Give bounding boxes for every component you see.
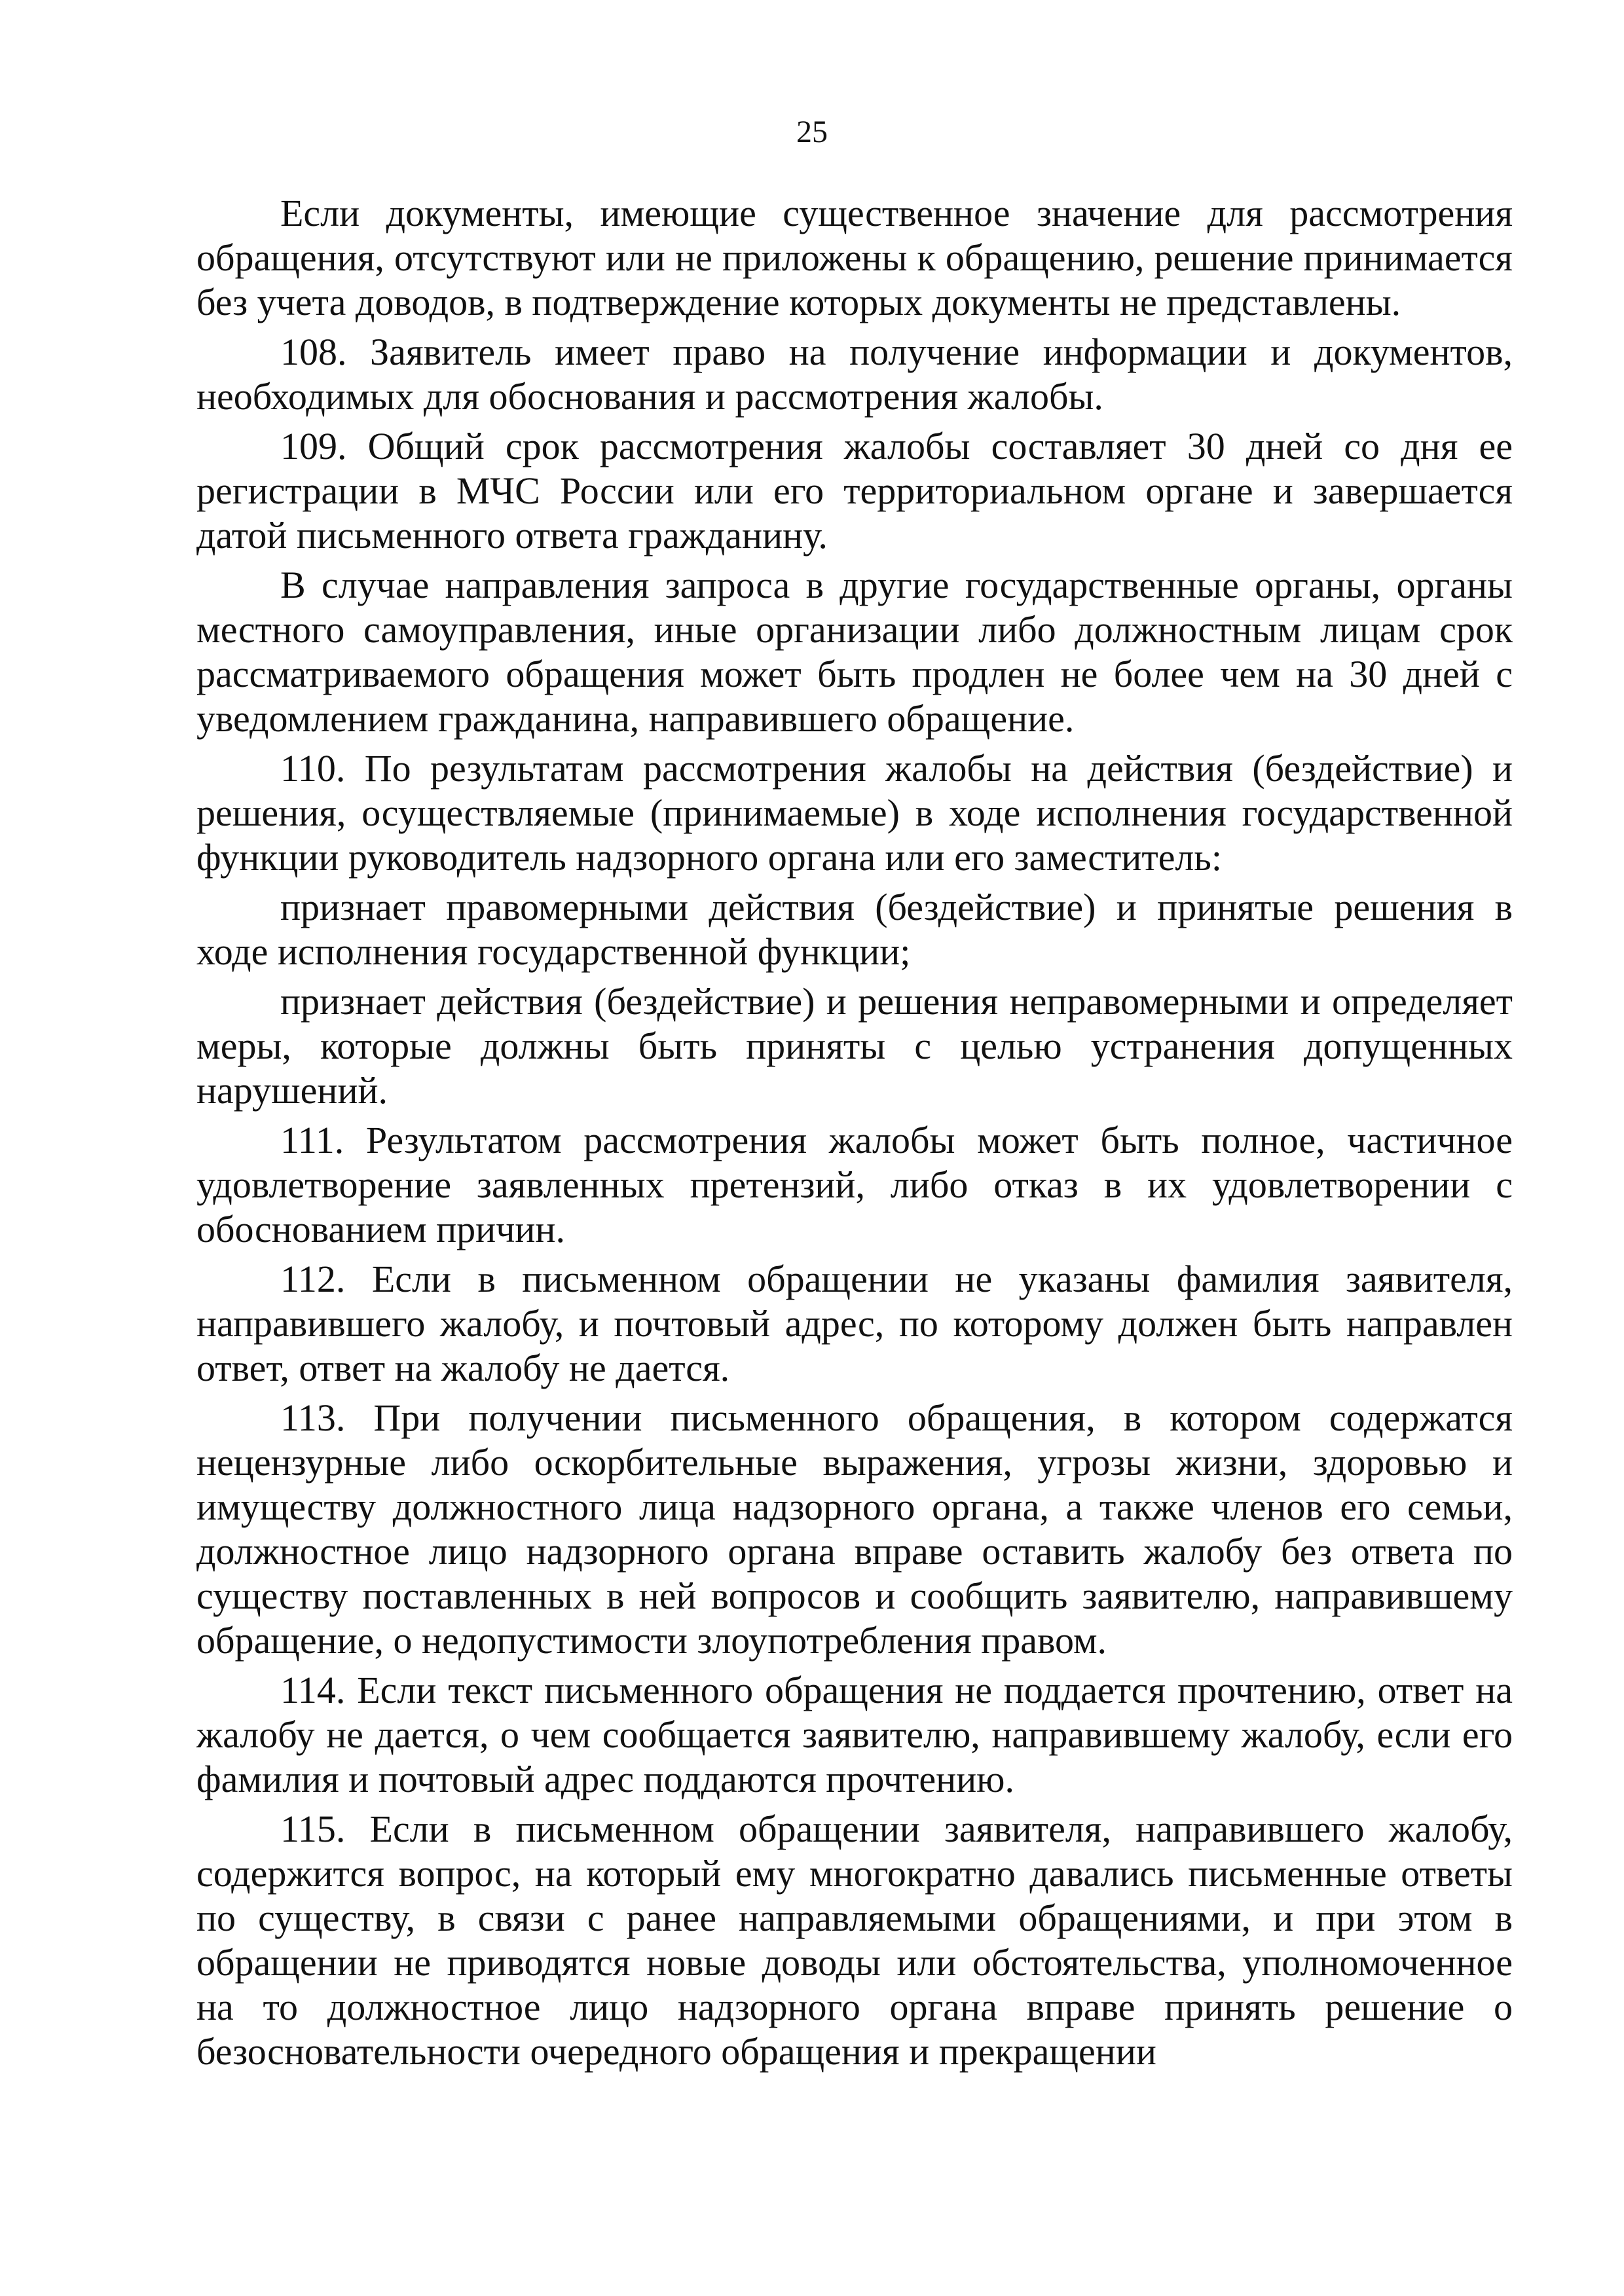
paragraph-110: 110. По результатам рассмотрения жалобы на действия (бездействие) и решения, осуществляемые (принимаемые) в ходе исполнения государственной функции руководитель надзорного органа или его заместитель: <box>196 747 1513 879</box>
paragraph-request-extension: В случае направления запроса в другие государственные органы, органы местного самоуправления, иные организации либо должностным лицам срок рассматриваемого обращения может быть продлен не более чем на 30 дней с уведомлением гражданина, направившего обращение. <box>196 564 1513 740</box>
paragraph-108: 108. Заявитель имеет право на получение информации и документов, необходимых для обоснования и рассмотрения жалобы. <box>196 331 1513 418</box>
paragraph-documents-absent: Если документы, имеющие существенное значение для рассмотрения обращения, отсутствуют или не приложены к обращению, решение принимается без учета доводов, в подтверждение которых документы не представлены. <box>196 192 1513 323</box>
paragraph-113: 113. При получении письменного обращения, в котором содержатся нецензурные либо оскорбительные выражения, угрозы жизни, здоровью и имуществу должностного лица надзорного органа, а также членов его семьи, должностное лицо надзорного органа вправе оставить жалобу без ответа по существу поставленных в ней вопросов и сообщить заявителю, направившему обращение, о недопустимости злоупотребления правом. <box>196 1396 1513 1662</box>
paragraph-111: 111. Результатом рассмотрения жалобы может быть полное, частичное удовлетворение заявленных претензий, либо отказ в их удовлетворении с обоснованием причин. <box>196 1119 1513 1250</box>
paragraph-114: 114. Если текст письменного обращения не поддается прочтению, ответ на жалобу не дается, о чем сообщается заявителю, направившему жалобу, если его фамилия и почтовый адрес поддаются прочтению. <box>196 1669 1513 1800</box>
paragraph-112: 112. Если в письменном обращении не указаны фамилия заявителя, направившего жалобу, и почтовый адрес, по которому должен быть направлен ответ, ответ на жалобу не дается. <box>196 1258 1513 1389</box>
document-body <box>196 191 1513 2079</box>
paragraph-110-lawful: признает правомерными действия (бездействие) и принятые решения в ходе исполнения государственной функции; <box>196 886 1513 973</box>
paragraph-110-unlawful: признает действия (бездействие) и решения неправомерными и определяет меры, которые должны быть приняты с целью устранения допущенных нарушений. <box>196 980 1513 1112</box>
page-number: 25 <box>796 115 828 149</box>
paragraph-109: 109. Общий срок рассмотрения жалобы составляет 30 дней со дня ее регистрации в МЧС России или его территориальном органе и завершается датой письменного ответа гражданину. <box>196 425 1513 556</box>
paragraph-115: 115. Если в письменном обращении заявителя, направившего жалобу, содержится вопрос, на который ему многократно давались письменные ответы по существу, в связи с ранее направляемыми обращениями, и при этом в обращении не приводятся новые доводы или обстоятельства, уполномоченное на то должностное лицо надзорного органа вправе принять решение о безосновательности очередного обращения и прекращении <box>196 1808 1513 2073</box>
